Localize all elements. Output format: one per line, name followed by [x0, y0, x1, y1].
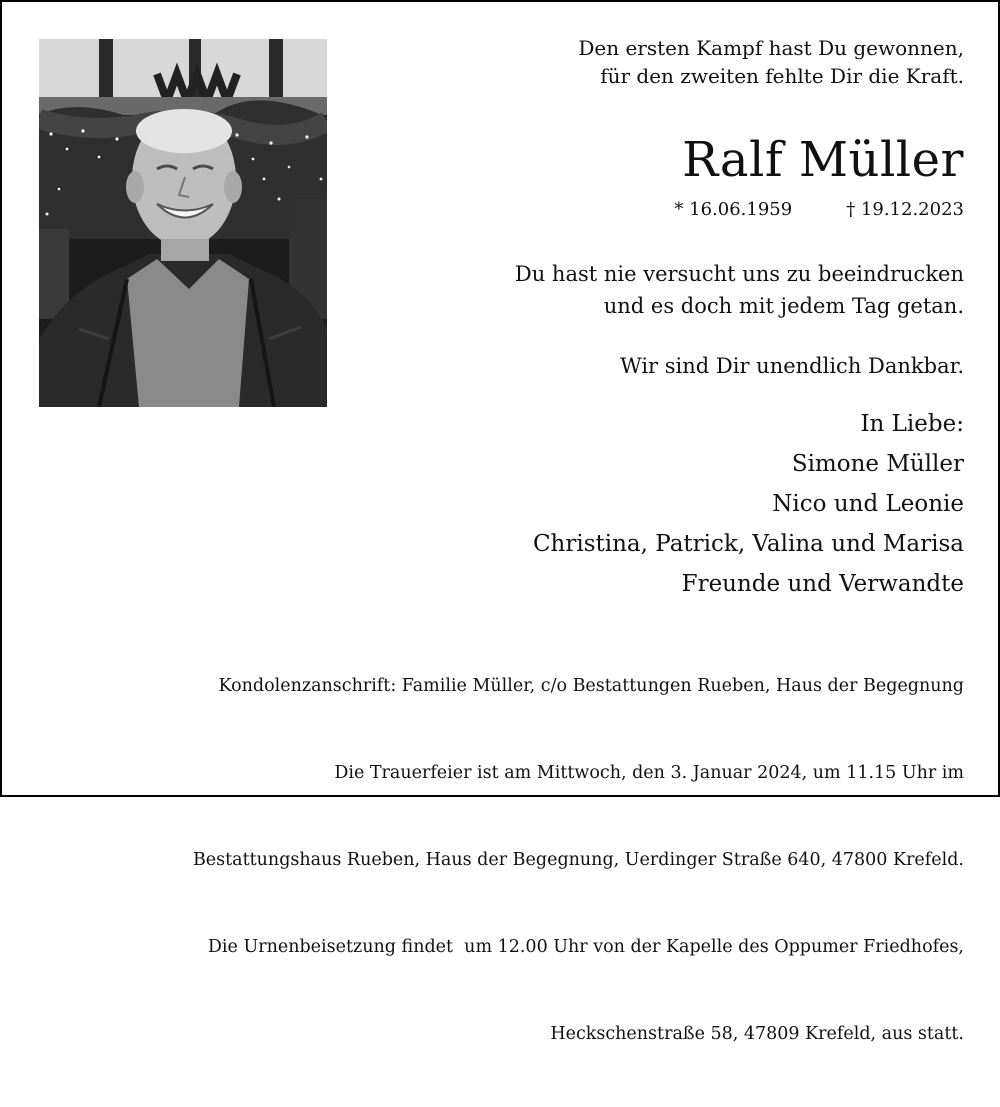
deceased-name: Ralf Müller	[682, 132, 964, 188]
funeral-information	[193, 614, 964, 1107]
signature-name: Christina, Patrick, Valina und Marisa	[532, 531, 964, 557]
signature-name: Freunde und Verwandte	[681, 571, 964, 597]
life-dates	[674, 198, 964, 222]
info-line: Die Urnenbeisetzung findet um 12.00 Uhr von der Kapelle des Oppumer Friedhofes,	[207, 937, 964, 957]
info-line: Kondolenzanschrift: Familie Müller, c/o Bestattungen Rueben, Haus der Begegnung	[218, 676, 964, 696]
birth-date: * 16.06.1959	[674, 199, 793, 220]
quote-line: Du hast nie versucht uns zu beeindrucken	[514, 262, 964, 286]
portrait-photo	[39, 39, 327, 407]
signature-name: Nico und Leonie	[772, 491, 964, 517]
info-line: Heckschenstraße 58, 47809 Krefeld, aus statt.	[550, 1024, 964, 1044]
quote-line: und es doch mit jedem Tag getan.	[603, 294, 964, 318]
quote-line: Den ersten Kampf hast Du gewonnen,	[578, 36, 964, 60]
info-line: Die Trauerfeier ist am Mittwoch, den 3. Januar 2024, um 11.15 Uhr im	[334, 763, 964, 783]
signature-name: Simone Müller	[791, 451, 964, 477]
signature-intro: In Liebe:	[860, 411, 964, 437]
tribute-quote	[515, 258, 964, 322]
quote-line: für den zweiten fehlte Dir die Kraft.	[600, 64, 964, 88]
death-date: † 19.12.2023	[846, 199, 964, 220]
family-signatures	[533, 404, 964, 604]
opening-quote	[578, 34, 964, 90]
thanks-line: Wir sind Dir unendlich Dankbar.	[620, 354, 964, 378]
info-line: Bestattungshaus Rueben, Haus der Begegnung, Uerdinger Straße 640, 47800 Krefeld.	[192, 850, 964, 870]
